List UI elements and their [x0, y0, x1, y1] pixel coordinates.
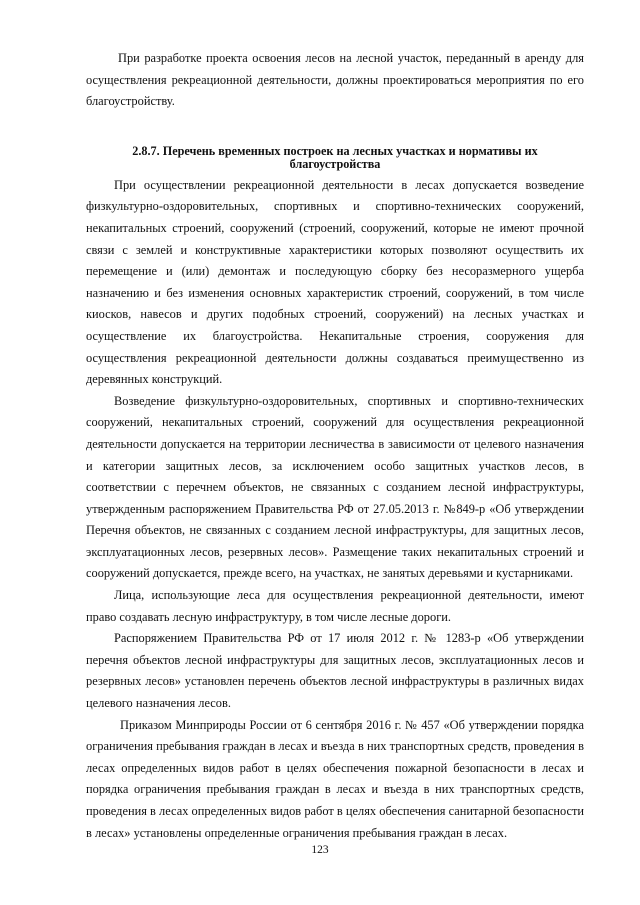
body-paragraph: Приказом Минприроды России от 6 сентября 2016 г. № 457 «Об утверждении порядка ограничения пребывания граждан в лесах и въезда в них транспортных средств, проведения в лесах определенных видов работ в целях обеспечения пожарной безопасности в лесах и порядка ограничения пребывания граждан в лесах и въезда в них транспортных средств, проведения в лесах определенных видов работ в целях обеспечения санитарной безопасности в лесах» установлены определенные ограничения пребывания граждан в лесах.	[86, 717, 584, 840]
body-paragraph: Распоряжением Правительства РФ от 17 июля 2012 г. № 1283-р «Об утверждении перечня объектов лесной инфраструктуры для защитных лесов, эксплуатационных лесов и резервных лесов» установлен перечень объектов лесной инфраструктуры в различных видах целевого назначения лесов.	[86, 631, 584, 711]
section-heading: 2.8.7. Перечень временных построек на лесных участках и нормативы их благоустройства	[132, 143, 538, 171]
body-paragraph: При осуществлении рекреационной деятельности в лесах допускается возведение физкультурно-оздоровительных, спортивных и спортивно-технических сооружений, некапитальных строений, сооружений (строений, сооружений, которые не имеют прочной связи с землей и конструктивные характеристики которых позволяют осуществить их перемещение и (или) демонтаж и последующую сборку без несоразмерного ущерба назначению и без изменения основных характеристик строений, сооружений, в том числе киосков, навесов и других подобных строений, сооружений) на лесных участках и осуществление их благоустройства. Некапитальные строения, сооружения для осуществления рекреационной деятельности должны создаваться преимущественно из деревянных конструкций.	[86, 177, 584, 387]
intro-paragraph: При разработке проекта освоения лесов на лесной участок, переданный в аренду для осуществления рекреационной деятельности, должны проектироваться мероприятия по его благоустройству.	[86, 51, 584, 109]
page-number: 123	[311, 844, 329, 856]
body-paragraph: Лица, использующие леса для осуществления рекреационной деятельности, имеют право создавать лесную инфраструктуру, в том числе лесные дороги.	[86, 588, 584, 624]
page-content	[86, 48, 584, 844]
body-paragraph: Возведение физкультурно-оздоровительных, спортивных и спортивно-технических сооружений, некапитальных строений, сооружений для осуществления рекреационной деятельности допускается на территории лесничества в зависимости от целевого назначения и категории защитных лесов, за исключением особо защитных участков лесов, в соответствии с перечнем объектов, не связанных с созданием лесной инфраструктуры, утвержденным распоряжением Правительства РФ от 27.05.2013 г. №849-р «Об утверждении Перечня объектов, не связанных с созданием лесной инфраструктуры, для защитных лесов, эксплуатационных лесов, резервных лесов». Размещение таких некапитальных строений и сооружений допускается, прежде всего, на участках, не занятых деревьями и кустарниками.	[86, 393, 584, 581]
